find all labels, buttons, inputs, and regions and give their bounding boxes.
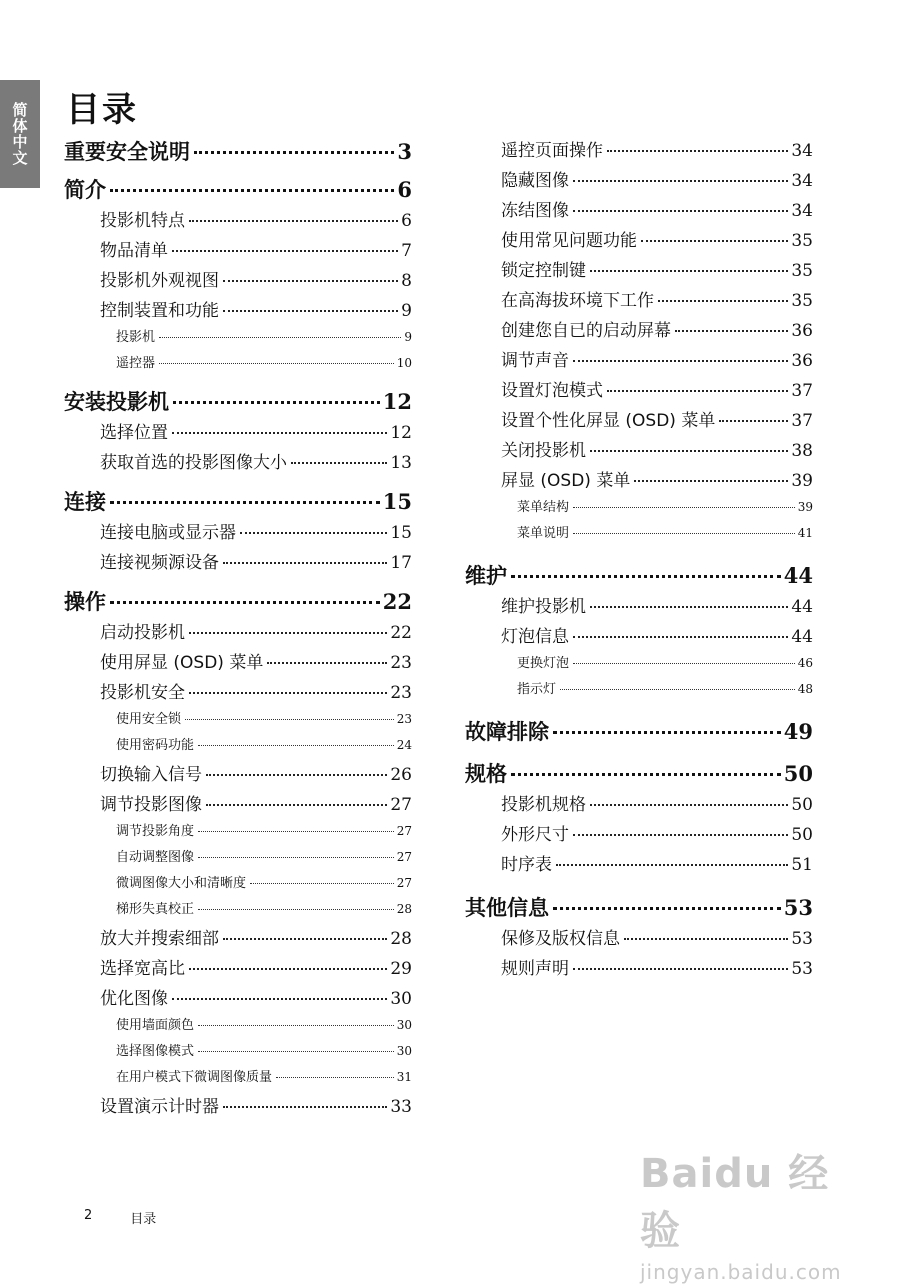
toc-entry[interactable] [465,758,813,788]
dot-leader [189,968,387,970]
toc-entry[interactable] [64,136,412,166]
toc-entry[interactable] [64,266,412,296]
toc-entry-page-number: 44 [791,597,813,617]
dot-leader [634,480,788,482]
toc-entry-page-number: 23 [390,653,412,673]
toc-entry-title: 连接 [64,490,106,514]
toc-entry-page-number: 9 [401,301,412,321]
dot-leader [189,692,387,694]
watermark-url: jingyan.baidu.com [640,1260,842,1284]
toc-entry-page-number: 31 [396,1070,412,1084]
dot-leader [553,907,781,910]
toc-entry[interactable] [64,386,412,416]
dot-leader [172,432,387,434]
dot-leader [172,250,398,252]
toc-right-column [465,136,813,984]
toc-entry-page-number: 26 [390,765,412,785]
toc-entry[interactable] [64,418,412,448]
toc-entry-page-number: 44 [791,627,813,647]
dot-leader [189,220,398,222]
toc-entry-title: 屏显 (OSD) 菜单 [501,471,631,491]
toc-entry-title: 自动调整图像 [116,850,195,865]
toc-entry[interactable] [465,436,813,466]
dot-leader [276,1077,394,1078]
toc-entry-title: 调节声音 [501,351,569,371]
toc-entry-page-number: 34 [791,141,813,161]
toc-entry-title: 调节投影角度 [116,824,195,839]
toc-entry-page-number: 48 [797,682,813,696]
toc-entry-page-number: 39 [791,471,813,491]
toc-entry-page-number: 22 [390,623,412,643]
toc-entry-page-number: 12 [390,423,412,443]
toc-entry[interactable] [64,678,412,708]
toc-entry-title: 选择图像模式 [116,1044,195,1059]
dot-leader [110,189,394,192]
dot-leader [607,390,788,392]
dot-leader [223,310,398,312]
toc-entry[interactable] [64,760,412,790]
toc-entry-page-number: 24 [396,738,412,752]
toc-entry-title: 锁定控制键 [501,261,586,281]
dot-leader [590,804,788,806]
toc-entry-title: 设置演示计时器 [100,1097,219,1117]
toc-entry-title: 冻结图像 [501,201,569,221]
dot-leader [573,834,788,836]
toc-entry-title: 安装投影机 [64,390,169,414]
dot-leader [198,857,394,858]
toc-entry-title: 使用屏显 (OSD) 菜单 [100,653,264,673]
toc-entry-page-number: 6 [397,177,412,202]
dot-leader [553,731,781,734]
toc-entry-title: 菜单结构 [517,500,570,515]
toc-entry-page-number: 23 [390,683,412,703]
toc-entry-title: 梯形失真校正 [116,902,195,917]
toc-entry-title: 投影机外观视图 [100,271,219,291]
toc-entry-title: 使用常见问题功能 [501,231,637,251]
toc-entry[interactable] [64,790,412,820]
dot-leader [675,330,788,332]
dot-leader [624,938,788,940]
toc-entry-page-number: 13 [390,453,412,473]
toc-entry[interactable] [465,496,813,522]
toc-entry[interactable] [64,648,412,678]
dot-leader [198,1025,394,1026]
toc-entry[interactable] [64,236,412,266]
toc-entry-title: 保修及版权信息 [501,929,620,949]
toc-entry[interactable] [465,376,813,406]
toc-entry-title: 维护 [465,564,507,588]
toc-entry-title: 放大并搜索细部 [100,929,219,949]
toc-entry[interactable] [64,872,412,898]
toc-entry-title: 获取首选的投影图像大小 [100,453,287,473]
dot-leader [556,864,788,866]
dot-leader [159,363,394,364]
toc-entry-page-number: 3 [397,139,412,164]
dot-leader [206,774,387,776]
dot-leader [194,151,394,154]
dot-leader [223,1106,387,1108]
toc-entry[interactable] [64,326,412,352]
toc-entry[interactable] [64,548,412,578]
toc-left-column [64,136,412,1122]
toc-entry[interactable] [64,898,412,924]
toc-entry-title: 选择位置 [100,423,168,443]
toc-entry[interactable] [64,1092,412,1122]
toc-entry-title: 选择宽高比 [100,959,185,979]
toc-entry-page-number: 12 [382,389,412,414]
toc-entry[interactable] [64,518,412,548]
toc-entry[interactable] [64,820,412,846]
toc-entry-title: 关闭投影机 [501,441,586,461]
toc-entry-page-number: 30 [396,1018,412,1032]
toc-entry[interactable] [64,734,412,760]
toc-entry-title: 在高海拔环境下工作 [501,291,654,311]
toc-entry-page-number: 53 [791,959,813,979]
dot-leader [223,938,387,940]
toc-entry-page-number: 36 [791,321,813,341]
toc-entry[interactable] [465,196,813,226]
toc-entry-page-number: 15 [390,523,412,543]
toc-entry-title: 连接电脑或显示器 [100,523,236,543]
toc-entry[interactable] [465,622,813,652]
toc-entry[interactable] [64,924,412,954]
toc-entry[interactable] [64,984,412,1014]
toc-entry-page-number: 49 [783,719,813,744]
dot-leader [573,360,788,362]
toc-entry[interactable] [64,708,412,734]
toc-entry-page-number: 15 [382,489,412,514]
toc-entry-page-number: 29 [390,959,412,979]
toc-entry-page-number: 28 [390,929,412,949]
dot-leader [573,180,788,182]
toc-entry-page-number: 37 [791,411,813,431]
toc-entry[interactable] [64,174,412,204]
dot-leader [573,507,795,508]
toc-entry[interactable] [64,486,412,516]
toc-entry[interactable] [465,790,813,820]
toc-entry-title: 物品清单 [100,241,168,261]
toc-entry-page-number: 27 [390,795,412,815]
dot-leader [590,270,788,272]
toc-entry[interactable] [64,846,412,872]
toc-entry-page-number: 39 [797,500,813,514]
toc-entry-title: 规则声明 [501,959,569,979]
toc-entry-page-number: 34 [791,171,813,191]
toc-entry-title: 启动投影机 [100,623,185,643]
dot-leader [719,420,788,422]
toc-entry-title: 规格 [465,762,507,786]
toc-entry-page-number: 44 [783,563,813,588]
toc-entry[interactable] [465,716,813,746]
toc-entry-title: 操作 [64,590,106,614]
toc-entry[interactable] [465,652,813,678]
dot-leader [172,998,387,1000]
toc-entry-page-number: 35 [791,291,813,311]
toc-entry-title: 投影机安全 [100,683,185,703]
toc-entry-page-number: 35 [791,231,813,251]
dot-leader [110,501,380,504]
toc-entry[interactable] [465,820,813,850]
dot-leader [641,240,788,242]
toc-entry-title: 设置个性化屏显 (OSD) 菜单 [501,411,716,431]
toc-entry-title: 隐藏图像 [501,171,569,191]
toc-entry-page-number: 53 [783,895,813,920]
toc-entry-title: 其他信息 [465,896,549,920]
language-tab-label: 简体中文 [10,102,29,166]
toc-entry-title: 使用墙面颜色 [116,1018,195,1033]
toc-entry[interactable] [465,522,813,548]
toc-entry[interactable] [465,136,813,166]
dot-leader [189,632,387,634]
dot-leader [267,662,387,664]
toc-entry[interactable] [64,1040,412,1066]
toc-entry-title: 更换灯泡 [517,656,570,671]
toc-entry[interactable] [465,466,813,496]
toc-entry[interactable] [64,954,412,984]
toc-entry[interactable] [64,618,412,648]
toc-entry-title: 菜单说明 [517,526,570,541]
page-footer [84,1208,156,1227]
dot-leader [173,401,380,404]
toc-entry-page-number: 27 [396,850,412,864]
language-tab [0,80,40,188]
dot-leader [110,601,380,604]
toc-entry-title: 在用户模式下微调图像质量 [116,1070,273,1085]
toc-entry-title: 投影机 [116,330,156,345]
dot-leader [607,150,788,152]
dot-leader [198,1051,394,1052]
dot-leader [223,280,398,282]
toc-entry[interactable] [465,256,813,286]
toc-entry-title: 重要安全说明 [64,140,190,164]
toc-entry-page-number: 36 [791,351,813,371]
toc-entry[interactable] [64,1066,412,1092]
toc-entry-title: 投影机特点 [100,211,185,231]
toc-entry-title: 简介 [64,178,106,202]
toc-entry-page-number: 6 [401,211,412,231]
dot-leader [198,909,394,910]
toc-entry-page-number: 53 [791,929,813,949]
toc-entry[interactable] [465,954,813,984]
footer-page-number: 2 [84,1208,93,1223]
toc-entry-page-number: 50 [791,795,813,815]
dot-leader [185,719,394,720]
dot-leader [511,575,781,578]
toc-entry-title: 微调图像大小和清晰度 [116,876,247,891]
footer-label: 目录 [130,1212,157,1227]
toc-entry[interactable] [64,448,412,478]
dot-leader [573,533,795,534]
toc-entry-page-number: 46 [797,656,813,670]
toc-entry[interactable] [465,166,813,196]
toc-entry-title: 优化图像 [100,989,168,1009]
toc-entry-page-number: 50 [783,761,813,786]
toc-entry-page-number: 22 [382,589,412,614]
dot-leader [573,663,795,664]
dot-leader [511,773,781,776]
toc-entry-page-number: 7 [401,241,412,261]
toc-entry[interactable] [465,226,813,256]
toc-entry[interactable] [465,592,813,622]
toc-entry-title: 使用密码功能 [116,738,195,753]
toc-entry-page-number: 9 [404,330,412,344]
toc-entry[interactable] [465,316,813,346]
toc-entry-page-number: 17 [390,553,412,573]
toc-entry-page-number: 35 [791,261,813,281]
toc-entry[interactable] [64,1014,412,1040]
toc-entry-page-number: 10 [396,356,412,370]
watermark-logo: Baidu 经验 [640,1151,830,1254]
toc-entry-title: 控制装置和功能 [100,301,219,321]
toc-entry-title: 调节投影图像 [100,795,202,815]
toc-entry-page-number: 28 [396,902,412,916]
toc-entry-title: 连接视频源设备 [100,553,219,573]
page-title: 目录 [66,90,138,130]
toc-entry-page-number: 33 [390,1097,412,1117]
toc-entry[interactable] [465,850,813,880]
toc-entry[interactable] [64,206,412,236]
dot-leader [560,689,795,690]
toc-entry-title: 切换输入信号 [100,765,202,785]
toc-entry-title: 创建您自已的启动屏幕 [501,321,671,341]
dot-leader [291,462,387,464]
toc-entry-page-number: 38 [791,441,813,461]
dot-leader [159,337,401,338]
dot-leader [198,745,394,746]
toc-entry-page-number: 23 [396,712,412,726]
toc-entry-page-number: 37 [791,381,813,401]
toc-entry-page-number: 27 [396,824,412,838]
dot-leader [223,562,387,564]
toc-entry-title: 投影机规格 [501,795,586,815]
toc-entry-page-number: 51 [791,855,813,875]
toc-entry-title: 遥控页面操作 [501,141,603,161]
toc-entry[interactable] [465,892,813,922]
toc-entry[interactable] [64,296,412,326]
toc-entry[interactable] [465,924,813,954]
toc-entry-page-number: 50 [791,825,813,845]
toc-entry[interactable] [64,586,412,616]
toc-entry-page-number: 27 [396,876,412,890]
dot-leader [590,450,788,452]
dot-leader [198,831,394,832]
toc-entry-title: 故障排除 [465,720,549,744]
toc-entry-title: 维护投影机 [501,597,586,617]
toc-entry[interactable] [465,406,813,436]
dot-leader [206,804,387,806]
toc-entry-page-number: 34 [791,201,813,221]
dot-leader [573,968,788,970]
toc-entry[interactable] [64,352,412,378]
toc-entry-title: 灯泡信息 [501,627,569,647]
toc-entry-title: 指示灯 [517,682,557,697]
toc-entry[interactable] [465,286,813,316]
toc-entry-title: 遥控器 [116,356,156,371]
toc-entry-page-number: 30 [390,989,412,1009]
dot-leader [240,532,387,534]
toc-entry-page-number: 41 [797,526,813,540]
toc-entry[interactable] [465,560,813,590]
toc-entry-title: 时序表 [501,855,552,875]
toc-entry-title: 外形尺寸 [501,825,569,845]
dot-leader [658,300,788,302]
baidu-watermark [640,1142,860,1284]
dot-leader [590,606,788,608]
dot-leader [250,883,394,884]
toc-entry-title: 使用安全锁 [116,712,182,727]
dot-leader [573,210,788,212]
toc-entry-title: 设置灯泡模式 [501,381,603,401]
toc-entry[interactable] [465,346,813,376]
dot-leader [573,636,788,638]
toc-entry-page-number: 8 [401,271,412,291]
toc-entry-page-number: 30 [396,1044,412,1058]
toc-entry[interactable] [465,678,813,704]
